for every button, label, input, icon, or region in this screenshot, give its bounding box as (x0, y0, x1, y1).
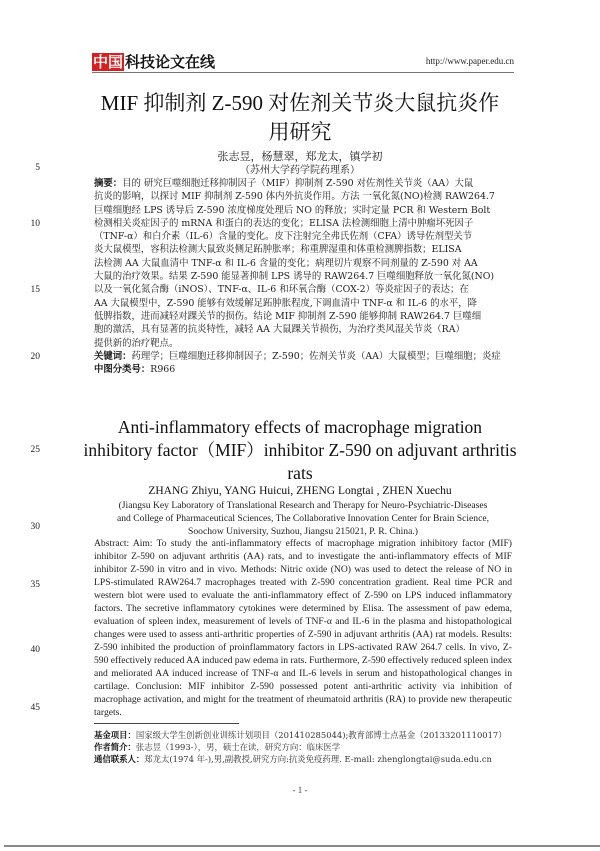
abstract-cn-line: 提供新的治疗靶点。 (94, 337, 179, 349)
keywords-cn: 关键词：药理学；巨噬细胞迁移抑制因子；Z-590；佐剂关节炎（AA）大鼠模型；巨噬细胞；炎症 (94, 350, 501, 362)
abstract-cn-line: 摘要：目的 研究巨噬细胞迁移抑制因子（MIF）抑制剂 Z-590 对佐剂性关节炎（AA）大鼠 (94, 178, 474, 189)
author-bio-note: 作者简介：张志昱（1993-），男，硕士在读，研究方向：临床医学 (94, 742, 341, 752)
header-url[interactable]: http://www.paper.edu.cn (425, 56, 514, 66)
abstract-en: Abstract: Aim: To study the anti-inflammatory effects of macrophage migration inhibitory factor (MIF) inhibitor Z-590 on adjuvant arthritis (AA) rats, and to investigate the anti-inflammatory effects of MIF inhibitor Z-590 in vitro and in vivo. Methods: Nitric oxide (NO) was used to detect the release of NO in LPS-stimulated RAW264.7 macrophages treated with Z-590 concentration gradient. Real time PCR and western blot were used to evaluate the anti-inflammatory effect of Z-590 on LPS induced inflammatory factors. The secretive inflammatory cytokines were determined by Elisa. The assessment of paw edema, evaluation of spleen index, measurement of levels of TNF-α and IL-6 in the plasma and histopathological changes were used to assess anti-arthritic properties of Z-590 in adjuvant arthritis (AA) rat models. Results: Z-590 inhibited the production of proinflammatory factors in LPS-activated RAW 264.7 cells. In vivo, Z-590 effectively reduced AA induced paw edema in rats. Furthermore, Z-590 effectively reduced spleen index and meliorated AA induced increase of TNF-α and IL-6 levels in serum and histopathological changes in cartilage. Conclusion: MIF inhibitor Z-590 possessed potent anti-arthritic activity via inhibition of macrophage activation, and might for the treatment of rheumatoid arthritis (RA) to provide new therapeutic targets. (94, 538, 512, 718)
line-number: 5 (35, 163, 40, 173)
page-header (92, 52, 514, 73)
line-number: 15 (30, 285, 40, 295)
affiliation-cn: （苏州大学药学院药理系） (240, 165, 360, 176)
title-cn-line-1: MIF 抑制剂 Z-590 对佐剂关节炎大鼠抗炎作 (100, 91, 500, 115)
abstract-cn-line: （TNF-α）和白介素（IL-6）含量的变化。皮下注射完全弗氏佐剂（CFA）诱导佐剂型关节 (94, 231, 473, 243)
authors-cn: 张志昱，杨慧翠，郑龙太，镇学初 (217, 150, 383, 163)
funding-note: 基金项目：国家级大学生创新创业训练计划项目（201410285044);教育部博士点基金（20133201110017） (94, 730, 507, 740)
abstract-cn-line: 检测相关炎症因子的 mRNA 和蛋白的表达的变化；ELISA 法检测细胞上清中肿瘤坏死因子 (94, 217, 474, 229)
page-bottom-divider (4, 845, 600, 847)
line-number: 35 (30, 580, 40, 590)
page-number: - 1 - (292, 785, 308, 795)
title-en-line-2: inhibitory factor（MIF）inhibitor Z-590 on adjuvant arthritis (83, 440, 517, 460)
title-en-line-3: rats (287, 463, 313, 483)
contact-note: 通信联系人：郑龙太(1974 年-),男,副教授,研究方向:抗炎免疫药理. E-mail: zhenglongtai@suda.edu.cn (94, 754, 492, 764)
footnote-divider (94, 723, 239, 724)
abstract-cn-line: 抗炎的影响，以探讨 MIF 抑制剂 Z-590 体内外抗炎作用。方法 一氧化氮(NO)检测 RAW264.7 (94, 191, 495, 203)
abstract-cn-line: 胞的激活，具有显著的抗炎特性，减轻 AA 大鼠踝关节损伤，为治疗类风湿关节炎（RA） (94, 324, 465, 336)
paper-title-cn (60, 89, 540, 147)
line-number: 40 (30, 645, 40, 655)
clc-number: 中图分类号：R966 (94, 364, 176, 376)
abstract-cn-line: 以及一氧化氮合酶（iNOS）、TNF-α、IL-6 和环氧合酶（COX-2）等炎症因子的表达；在 (94, 284, 469, 296)
affiliation-en: (Jiangsu Key Laboratory of Translational Research and Therapy for Neuro-Psychiatric-Diseases and College of Pharmaceutical Sciences, The Collaborative Innovation Center for Brain Science, Soochow University, Suzhou, Jiangsu 215021, P. R. China.) (117, 500, 489, 537)
journal-logo (92, 52, 215, 72)
abstract-cn-line: AA 大鼠模型中，Z-590 能够有效缓解足跖肿胀程度,下调血清中 TNF-α 和 IL-6 的水平，降 (94, 297, 477, 309)
line-number: 30 (30, 522, 40, 532)
title-cn-line-2: 用研究 (268, 120, 332, 144)
authors-en: ZHANG Zhiyu, YANG Huicui, ZHENG Longtai , ZHEN Xuechu (148, 485, 452, 497)
abstract-cn-line: 大鼠的治疗效果。结果 Z-590 能显著抑制 LPS 诱导的 RAW264.7 巨噬细胞释放一氧化氮(NO) (94, 271, 495, 283)
logo-red-text: 中国 (93, 53, 124, 71)
clc-label: 中图分类号： (94, 364, 151, 376)
logo-black-text: 科技论文在线 (125, 53, 216, 71)
title-en-line-1: Anti-inflammatory effects of macrophage migration (117, 417, 483, 437)
line-number: 25 (30, 445, 40, 455)
abstract-cn-line: 巨噬细胞经 LPS 诱导后 Z-590 浓度梯度处理后 NO 的释放；实时定量 PCR 和 Western Bolt (94, 204, 491, 216)
line-number: 45 (30, 703, 40, 713)
keywords-cn-label: 关键词： (94, 350, 132, 362)
abstract-cn-line: 法检测 AA 大鼠血清中 TNF-α 和 IL-6 含量的变化；病理切片观察不同剂量的 Z-590 对 AA (94, 257, 478, 269)
line-number: 20 (30, 352, 40, 362)
abstract-cn-line: 低脾指数，进而减轻对踝关节的损伤。结论 MIF 抑制剂 Z-590 能够抑制 RAW264.7 巨噬细 (94, 310, 482, 322)
abstract-cn-label: 摘要： (94, 178, 123, 189)
line-number: 10 (30, 219, 40, 229)
abstract-cn-line: 炎大鼠模型，容积法检测大鼠致炎侧足跖肿胀率；称重脾湿重和体重检测脾指数；ELISA (94, 244, 462, 256)
footnotes (94, 729, 514, 765)
paper-title-en (60, 416, 540, 485)
abstract-cn (94, 177, 512, 376)
